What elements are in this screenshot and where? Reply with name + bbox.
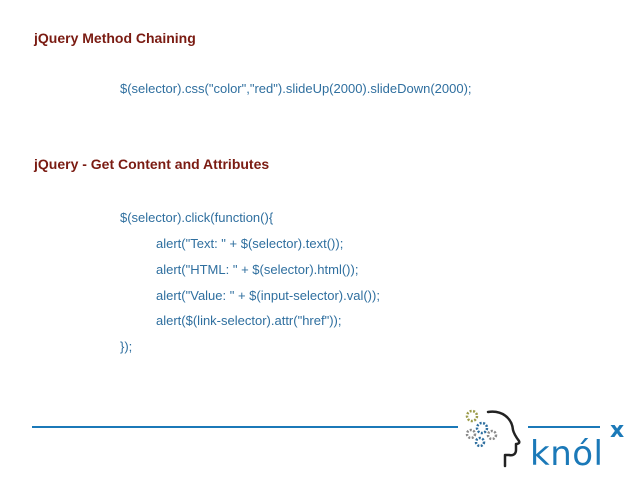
knolx-head-logo-icon: [458, 404, 530, 472]
code-line-alert-text: alert("Text: " + $(selector).text());: [156, 236, 344, 251]
code-method-chaining: $(selector).css("color","red").slideUp(2000).slideDown(2000);: [120, 81, 472, 96]
footer-rule-left: [32, 426, 458, 428]
code-line-alert-value: alert("Value: " + $(input-selector).val());: [156, 288, 380, 303]
footer-rule-right: [528, 426, 600, 428]
gear-dots-icon: [467, 411, 496, 446]
heading-get-content: jQuery - Get Content and Attributes: [34, 156, 270, 172]
heading-method-chaining: jQuery Method Chaining: [34, 30, 196, 46]
brand-x-mark: x: [610, 418, 625, 443]
code-line-alert-html: alert("HTML: " + $(selector).html());: [156, 262, 359, 277]
code-line-alert-attr: alert($(link-selector).attr("href"));: [156, 313, 342, 328]
brand-wordmark: knól: [530, 434, 604, 474]
code-line-close: });: [120, 339, 133, 354]
code-line-click: $(selector).click(function(){: [120, 210, 274, 225]
